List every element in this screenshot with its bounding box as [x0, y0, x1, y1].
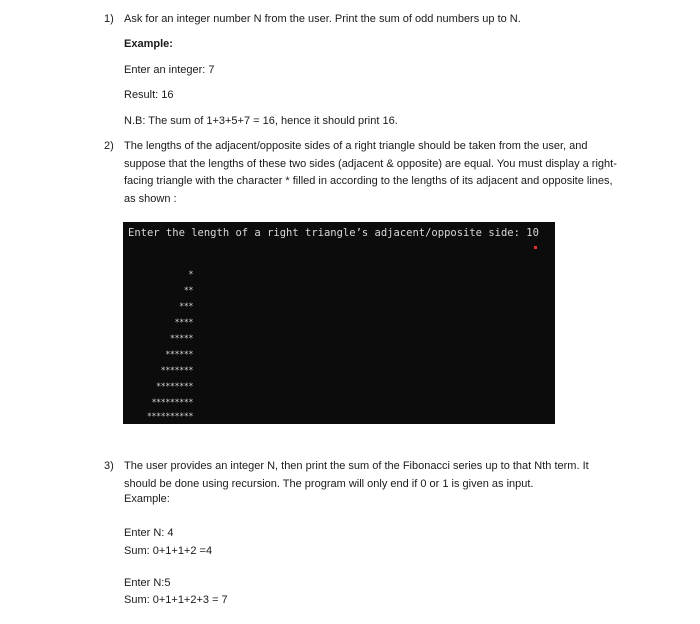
q3-example-label: Example:	[124, 493, 170, 505]
triangle-row-9: *********	[151, 398, 193, 408]
q1-result-line: Result: 16	[124, 89, 174, 101]
triangle-row-5: *****	[169, 334, 193, 344]
q1-number: 1)	[104, 13, 114, 25]
terminal-prompt: Enter the length of a right triangle’s adjacent/opposite side: 10	[128, 227, 539, 239]
triangle-row-1: *	[188, 270, 193, 280]
triangle-row-3: ***	[179, 302, 193, 312]
q3-ex1-sum: Sum: 0+1+1+2 =4	[124, 545, 213, 557]
q3-number: 3)	[104, 460, 114, 472]
triangle-row-6: ******	[165, 350, 193, 360]
triangle-row-4: ****	[174, 318, 193, 328]
q2-number: 2)	[104, 140, 114, 152]
terminal-cursor	[534, 246, 537, 249]
q1-input-line: Enter an integer: 7	[124, 64, 215, 76]
q1-example-heading: Example:	[124, 38, 173, 50]
q3-text: The user provides an integer N, then print the sum of the Fibonacci series up to that Nth term. It should be done using recursion. The program will only end if 0 or 1 is given as input.	[124, 460, 589, 490]
triangle-row-2: **	[183, 286, 193, 296]
q3-ex1-input: Enter N: 4	[124, 527, 174, 539]
q1-text: Ask for an integer number N from the user. Print the sum of odd numbers up to N.	[124, 13, 521, 25]
triangle-row-10: **********	[146, 412, 193, 422]
triangle-row-7: *******	[160, 366, 193, 376]
terminal-output	[123, 222, 555, 424]
q1-note: N.B: The sum of 1+3+5+7 = 16, hence it should print 16.	[124, 115, 398, 127]
triangle-row-8: ********	[156, 382, 193, 392]
q3-ex2-input: Enter N:5	[124, 577, 171, 589]
q2-text: The lengths of the adjacent/opposite sides of a right triangle should be taken from the user, and suppose that the lengths of these two sides (adjacent & opposite) are equal. You must display a right-facing triangle with the character * filled in according to the lengths of its adjacent and opposite lines, as shown :	[124, 140, 617, 205]
q3-ex2-sum: Sum: 0+1+1+2+3 = 7	[124, 594, 228, 606]
